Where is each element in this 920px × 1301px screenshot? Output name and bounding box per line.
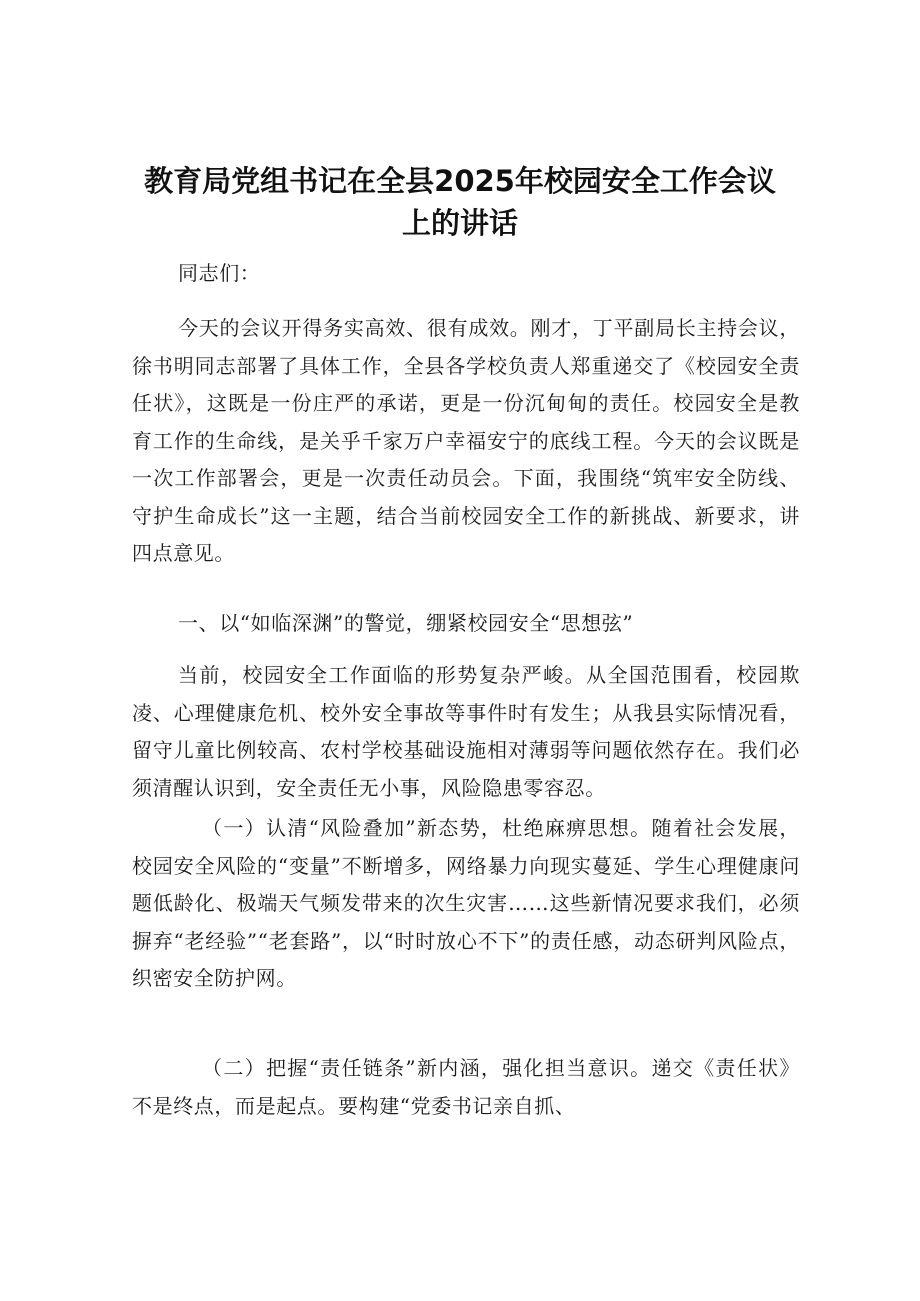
salutation: 同志们： — [178, 261, 261, 285]
paragraph-subsection-2: （二）把握“责任链条”新内涵，强化担当意识。递交《责任状》不是终点，而是起点。要构建“党委书记亲自抓、 — [132, 1056, 800, 1118]
paragraph-section1-body: 当前，校园安全工作面临的形势复杂严峻。从全国范围看，校园欺凌、心理健康危机、校外安全事故等事件时有发生；从我县实际情况看，留守儿童比例较高、农村学校基础设施相对薄弱等问题依然存在。我们必须清醒认识到，安全责任无小事，风险隐患零容忍。 — [132, 663, 800, 800]
section-heading-1: 一、以“如临深渊”的警觉，绷紧校园安全“思想弦” — [178, 611, 634, 635]
paragraph-subsection-1: （一）认清“风险叠加”新态势，杜绝麻痹思想。随着社会发展，校园安全风险的“变量”不断增多，网络暴力向现实蔓延、学生心理健康问题低龄化、极端天气频发带来的次生灾害……这些新情况要求我们，必须摒弃“老经验”“老套路”，以“时时放心不下”的责任感，动态研判风险点，织密安全防护网。 — [132, 816, 800, 990]
document-title: 教育局党组书记在全县2025年校园安全工作会议上的讲话 — [144, 164, 776, 240]
paragraph-intro: 今天的会议开得务实高效、很有成效。刚才，丁平副局长主持会议，徐书明同志部署了具体工作，全县各学校负责人郑重递交了《校园安全责任状》，这既是一份庄严的承诺，更是一份沉甸甸的责任。校园安全是教育工作的生命线，是关乎千家万户幸福安宁的底线工程。今天的会议既是一次工作部署会，更是一次责任动员会。下面，我围绕“筑牢安全防线、守护生命成长”这一主题，结合当前校园安全工作的新挑战、新要求，讲四点意见。 — [132, 316, 800, 565]
